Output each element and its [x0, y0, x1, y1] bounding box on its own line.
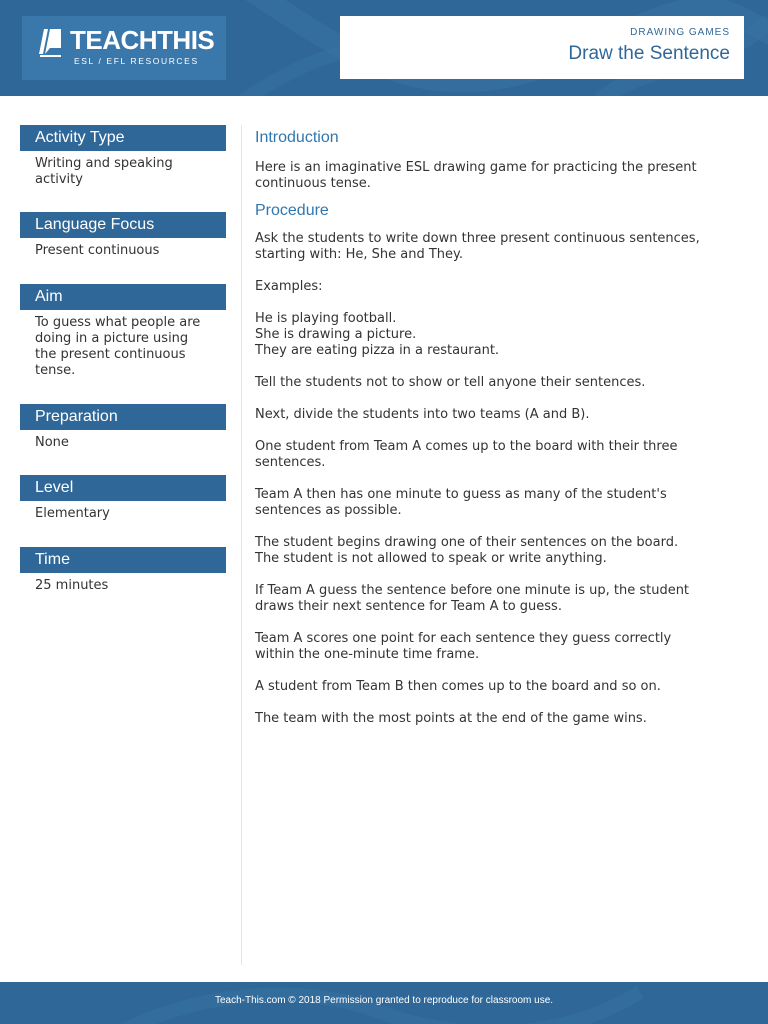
section-body [20, 573, 226, 594]
section-body [20, 501, 226, 522]
procedure-heading: Procedure [255, 202, 329, 219]
procedure-paragraph [255, 535, 727, 567]
body-line: Elementary [35, 506, 110, 521]
text-line: One student from Team A comes up to the board with their three [255, 439, 678, 454]
procedure-paragraph [255, 375, 727, 391]
procedure-paragraph [255, 279, 727, 295]
text-line: The student is not allowed to speak or write anything. [255, 551, 607, 566]
time-section [20, 547, 226, 594]
body-line: Writing and speaking [35, 156, 173, 171]
text-line: within the one-minute time frame. [255, 647, 480, 662]
main-content [255, 128, 727, 727]
introduction-paragraph [255, 160, 727, 192]
body-line: To guess what people are [35, 315, 201, 330]
procedure-paragraph [255, 631, 727, 663]
logo[interactable] [22, 16, 226, 80]
brand-name: TEACHTHIS [70, 25, 215, 55]
text-line: starting with: He, She and They. [255, 247, 464, 262]
text-line: Examples: [255, 279, 323, 294]
section-body [20, 310, 226, 379]
body-line: 25 minutes [35, 578, 109, 593]
text-line: Next, divide the students into two teams (A and B). [255, 407, 590, 422]
page-header [0, 0, 768, 96]
section-body [20, 430, 226, 451]
section-body [20, 238, 226, 259]
introduction-heading: Introduction [255, 129, 339, 146]
text-line: The team with the most points at the end of the game wins. [255, 711, 647, 726]
text-line: draws their next sentence for Team A to guess. [255, 599, 562, 614]
examples-list [255, 311, 727, 359]
text-line: Here is an imaginative ESL drawing game for practicing the present [255, 160, 697, 175]
body-line: None [35, 435, 69, 450]
example-line: He is playing football. [255, 311, 397, 326]
section-heading: Preparation [20, 404, 226, 430]
text-line: Team A scores one point for each sentence they guess correctly [255, 631, 672, 646]
activity-type-section [20, 125, 226, 188]
text-line: Tell the students not to show or tell anyone their sentences. [255, 375, 646, 390]
text-line: continuous tense. [255, 176, 371, 191]
example-line: She is drawing a picture. [255, 327, 417, 342]
procedure-paragraph [255, 231, 727, 263]
level-section [20, 475, 226, 522]
procedure-paragraph [255, 487, 727, 519]
body-line: the present continuous [35, 347, 186, 362]
procedure-paragraph [255, 679, 727, 695]
section-heading: Level [20, 475, 226, 501]
procedure-paragraph [255, 439, 727, 471]
text-line: If Team A guess the sentence before one minute is up, the student [255, 583, 690, 598]
section-heading: Activity Type [20, 125, 226, 151]
section-body [20, 151, 226, 188]
title-box [340, 16, 744, 79]
text-line: Ask the students to write down three present continuous sentences, [255, 231, 700, 246]
page-category: DRAWING GAMES [630, 27, 730, 38]
column-divider [241, 125, 242, 965]
page-title: Draw the Sentence [568, 43, 730, 64]
procedure-paragraph [255, 711, 727, 727]
section-heading: Aim [20, 284, 226, 310]
aim-section [20, 284, 226, 379]
text-line: Team A then has one minute to guess as many of the student's [255, 487, 667, 502]
copyright-text: Teach-This.com © 2018 Permission granted to reproduce for classroom use. [214, 995, 554, 1006]
page-footer [0, 982, 768, 1024]
body-line: activity [35, 172, 83, 187]
procedure-paragraph [255, 407, 727, 423]
section-heading: Language Focus [20, 212, 226, 238]
preparation-section [20, 404, 226, 451]
example-line: They are eating pizza in a restaurant. [255, 343, 500, 358]
section-heading: Time [20, 547, 226, 573]
body-line: Present continuous [35, 243, 160, 258]
body-line: tense. [35, 363, 76, 378]
text-line: The student begins drawing one of their sentences on the board. [255, 535, 679, 550]
text-line: sentences. [255, 455, 326, 470]
text-line: sentences as possible. [255, 503, 402, 518]
brand-tagline: ESL / EFL RESOURCES [74, 56, 199, 66]
book-icon [36, 26, 64, 58]
text-line: A student from Team B then comes up to the board and so on. [255, 679, 661, 694]
language-focus-section [20, 212, 226, 259]
body-line: doing in a picture using [35, 331, 189, 346]
procedure-paragraph [255, 583, 727, 615]
